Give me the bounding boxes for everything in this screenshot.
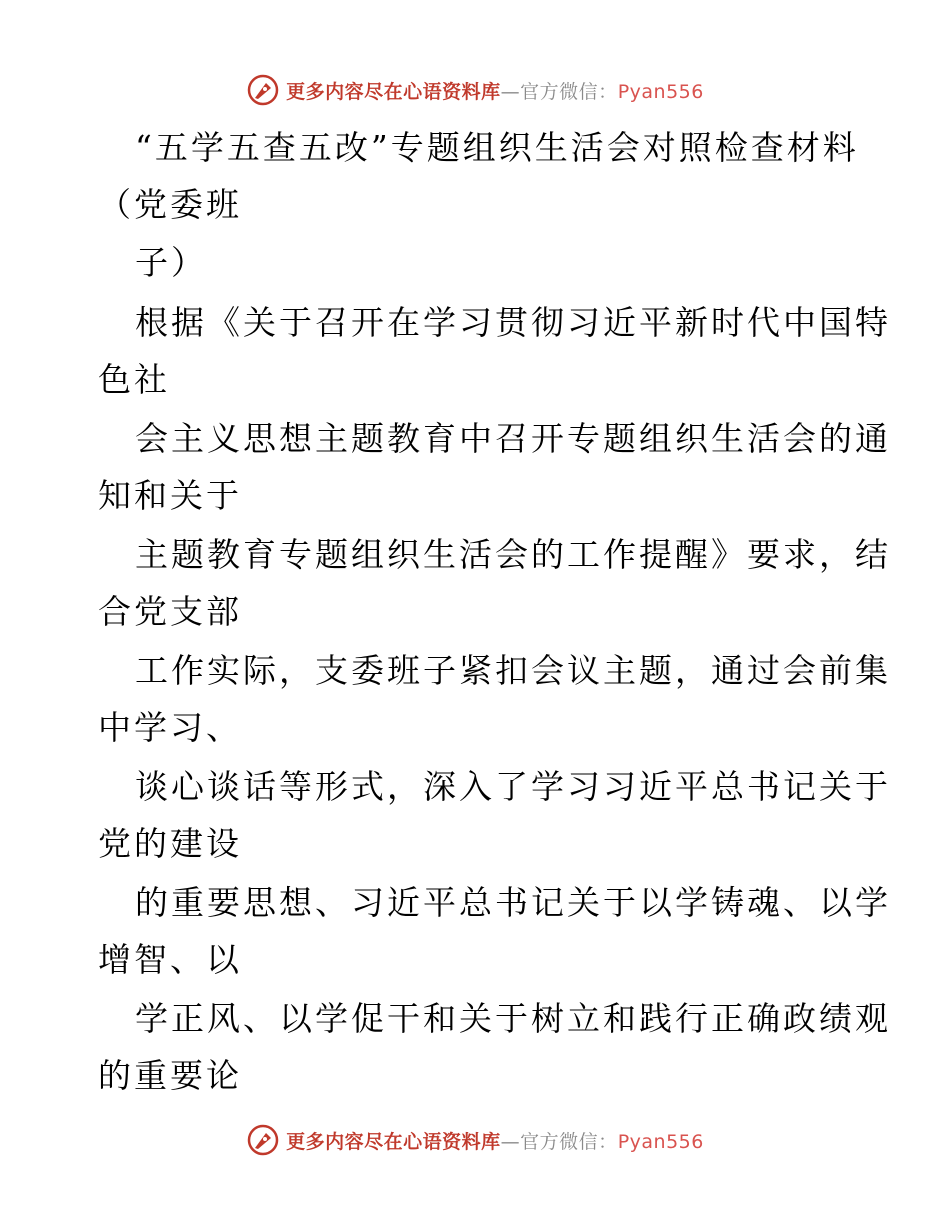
watermark-text <box>286 1127 704 1154</box>
pen-nib-logo-icon <box>246 1123 280 1157</box>
watermark-brand: 更多内容尽在心语资料库 <box>286 1130 501 1153</box>
paragraph-line: 工作实际，支委班子紧扣会议主题，通过会前集 <box>135 651 891 690</box>
document-title-line-3: 子） <box>135 243 207 282</box>
paragraph-line: 学正风、以学促干和关于树立和践行正确政绩观 <box>135 999 891 1038</box>
header-watermark <box>0 70 950 110</box>
paragraph-line: 的重要论 <box>98 1056 242 1095</box>
watermark-brand: 更多内容尽在心语资料库 <box>286 80 501 103</box>
paragraph-line: 的重要思想、习近平总书记关于以学铸魂、以学 <box>135 883 891 922</box>
document-title-line-1: “五学五查五改”专题组织生活会对照检查材料 <box>135 128 859 167</box>
watermark-text <box>286 77 704 104</box>
footer-watermark <box>0 1120 950 1160</box>
paragraph-line: 主题教育专题组织生活会的工作提醒》要求，结 <box>135 535 891 574</box>
paragraph-line: 知和关于 <box>98 476 242 515</box>
paragraph-line: 增智、以 <box>98 940 242 979</box>
pen-nib-logo-icon <box>246 73 280 107</box>
paragraph-line: 会主义思想主题教育中召开专题组织生活会的通 <box>135 419 891 458</box>
paragraph-line: 根据《关于召开在学习贯彻习近平新时代中国特 <box>135 303 891 342</box>
paragraph-line: 谈心谈话等形式，深入了学习习近平总书记关于 <box>135 767 891 806</box>
paragraph-line: 合党支部 <box>98 592 242 631</box>
paragraph-line: 色社 <box>98 360 170 399</box>
watermark-wechat-id: Pyan556 <box>617 1130 704 1153</box>
document-title-line-2: （党委班 <box>98 185 242 224</box>
watermark-separator: —官方微信： <box>500 1130 618 1153</box>
paragraph-line: 党的建设 <box>98 824 242 863</box>
paragraph-line: 中学习、 <box>98 708 242 747</box>
watermark-separator: —官方微信： <box>500 80 618 103</box>
watermark-wechat-id: Pyan556 <box>617 80 704 103</box>
